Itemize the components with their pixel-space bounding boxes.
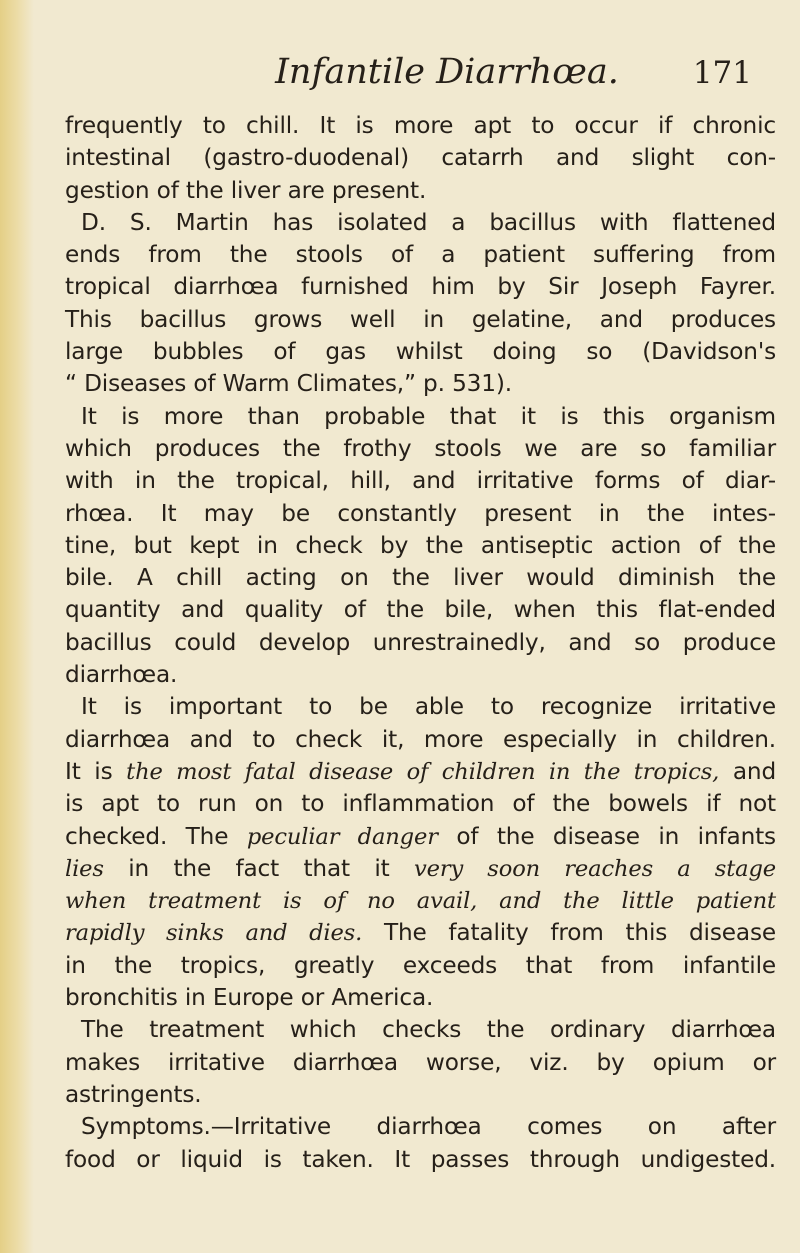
italic-emphasis: very soon reaches a stage bbox=[414, 855, 776, 882]
italic-emphasis: the most fatal disease of children in the tropics, bbox=[126, 758, 720, 785]
running-header bbox=[38, 52, 776, 102]
text-line: gestion of the liver are present. bbox=[65, 176, 427, 204]
text-line: bacillus could develop unrestrainedly, and so produce bbox=[65, 628, 776, 656]
book-page bbox=[38, 52, 776, 1176]
text-line bbox=[65, 853, 776, 885]
text-line: frequently to chill. It is more apt to occur if chronic bbox=[65, 112, 776, 139]
page-number: 171 bbox=[692, 55, 752, 91]
text-line: which produces the frothy stools we are so familiar bbox=[65, 434, 776, 462]
text-run: The fatality from this disease bbox=[362, 919, 776, 947]
text-line: It is more than probable that it is this organism bbox=[81, 402, 776, 430]
text-line bbox=[65, 917, 776, 949]
italic-emphasis: lies bbox=[65, 855, 104, 882]
text-line: The treatment which checks the ordinary diarrhœa bbox=[81, 1016, 776, 1044]
italic-emphasis-line: when treatment is of no avail, and the little patient bbox=[65, 888, 776, 915]
text-line: tropical diarrhœa furnished him by Sir Joseph Fayrer. bbox=[65, 273, 776, 301]
text-line: with in the tropical, hill, and irritative forms of diar- bbox=[65, 467, 776, 495]
text-line: is apt to run on to inflammation of the bowels if not bbox=[65, 790, 776, 818]
text-line: “ Diseases of Warm Climates,” p. 531). bbox=[65, 370, 512, 398]
body-text bbox=[38, 110, 776, 1176]
text-run: in the fact that it bbox=[103, 854, 414, 882]
text-line: intestinal (gastro-duodenal) catarrh and slight con- bbox=[65, 144, 776, 172]
text-run: of the disease in infants bbox=[437, 822, 776, 850]
text-run: and bbox=[719, 757, 777, 785]
text-line: This bacillus grows well in gelatine, and produces bbox=[65, 305, 776, 333]
text-line: bronchitis in Europe or America. bbox=[65, 984, 434, 1012]
text-line: tine, but kept in check by the antiseptic action of the bbox=[65, 531, 776, 559]
text-run: checked. The bbox=[65, 822, 247, 850]
text-line: bile. A chill acting on the liver would diminish the bbox=[65, 564, 776, 592]
text-line: makes irritative diarrhœa worse, viz. by opium or bbox=[65, 1048, 776, 1076]
page-binding-margin bbox=[0, 0, 34, 1253]
text-line: diarrhœa and to check it, more especially in children. bbox=[65, 725, 776, 753]
text-line: Symptoms.—Irritative diarrhœa comes on after bbox=[81, 1113, 776, 1141]
text-line: astringents. bbox=[65, 1080, 202, 1108]
italic-emphasis: peculiar danger bbox=[246, 823, 438, 850]
text-line: large bubbles of gas whilst doing so (Davidson's bbox=[65, 338, 776, 366]
text-line: ends from the stools of a patient suffering from bbox=[65, 241, 776, 269]
text-line: food or liquid is taken. It passes through undigested. bbox=[65, 1145, 776, 1173]
italic-emphasis: rapidly sinks and dies. bbox=[65, 920, 363, 947]
text-run: It is bbox=[65, 757, 127, 785]
text-line bbox=[65, 756, 776, 788]
text-line: It is important to be able to recognize irritative bbox=[81, 693, 776, 721]
text-line: in the tropics, greatly exceeds that from infantile bbox=[65, 951, 776, 979]
text-line: diarrhœa. bbox=[65, 661, 178, 689]
text-line: D. S. Martin has isolated a bacillus with flattened bbox=[81, 208, 776, 236]
running-title: Infantile Diarrhœa. bbox=[275, 52, 619, 92]
text-line: quantity and quality of the bile, when this flat-ended bbox=[65, 596, 776, 624]
text-line: rhœa. It may be constantly present in the intes- bbox=[65, 499, 776, 527]
text-line bbox=[65, 821, 776, 853]
